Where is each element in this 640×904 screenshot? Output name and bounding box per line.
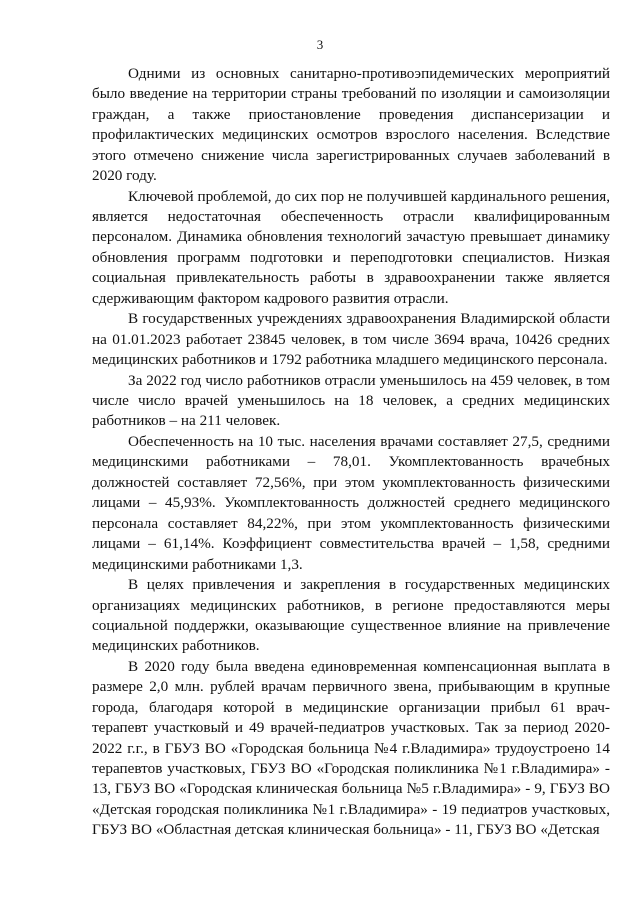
paragraph-social-support: В целях привлечения и закрепления в государственных медицинских организациях медицинских работников, в регионе предоставляются меры социальной поддержки, оказывающие существенное влияние на привлечение медицинских работников. <box>92 576 610 655</box>
paragraph-sanitary-measures: Одними из основных санитарно-противоэпидемических мероприятий было введение на территории страны требований по изоляции и самоизоляции граждан, а также приостановление проведения диспансеризации и профилактических медицинских осмотров взрослого населения. Вследствие этого отмечено снижение числа зарегистрированных случаев заболеваний в 2020 году. <box>92 65 610 185</box>
paragraph-staff-decrease: За 2022 год число работников отрасли уменьшилось на 459 человек, в том числе число врачей уменьшилось на 18 человек, а средних медицинских работников – на 211 человек. <box>92 371 610 430</box>
paragraph-staffing-problem: Ключевой проблемой, до сих пор не получившей кардинального решения, является недостаточная обеспеченность отрасли квалифицированным персоналом. Динамика обновления технологий зачастую превышает динамику обновления программ подготовки и переподготовки специалистов. Низкая социальная привлекательность работы в здравоохранении также является сдерживающим фактором кадрового развития отрасли. <box>92 187 610 307</box>
paragraph-staff-count: В государственных учреждениях здравоохранения Владимирской области на 01.01.2023 работает 23845 человек, в том числе 3694 врача, 10426 средних медицинских работников и 1792 работника младшего медицинского персонала. <box>92 310 610 369</box>
paragraph-staffing-ratios: Обеспеченность на 10 тыс. населения врачами составляет 27,5, средними медицинскими работниками – 78,01. Укомплектованность врачебных должностей составляет 72,56%, при этом укомплектованность физическими лицами – 45,93%. Укомплектованность должностей среднего медицинского персонала составляет 84,22%, при этом укомплектованность физическими лицами – 61,14%. Коэффициент совместительства врачей – 1,58, средними медицинскими работниками 1,3. <box>92 433 610 573</box>
page-number: 3 <box>316 37 324 52</box>
document-body <box>92 64 610 841</box>
paragraph-compensation-payment: В 2020 году была введена единовременная компенсационная выплата в размере 2,0 млн. рублей врачам первичного звена, прибывающим в крупные города, благодаря которой в медицинские организации прибыл 61 врач-терапевт участковый и 49 врачей-педиатров участковых. Так за период 2020-2022 г.г., в ГБУЗ ВО «Городская больница №4 г.Владимира» трудоустроено 14 терапевтов участковых, ГБУЗ ВО «Городская поликлиника №1 г.Владимира» - 13, ГБУЗ ВО «Городская клиническая больница №5 г.Владимира» - 9, ГБУЗ ВО «Детская городская поликлиника №1 г.Владимира» - 19 педиатров участковых, ГБУЗ ВО «Областная детская клиническая больница» - 11, ГБУЗ ВО «Детская <box>92 657 610 839</box>
